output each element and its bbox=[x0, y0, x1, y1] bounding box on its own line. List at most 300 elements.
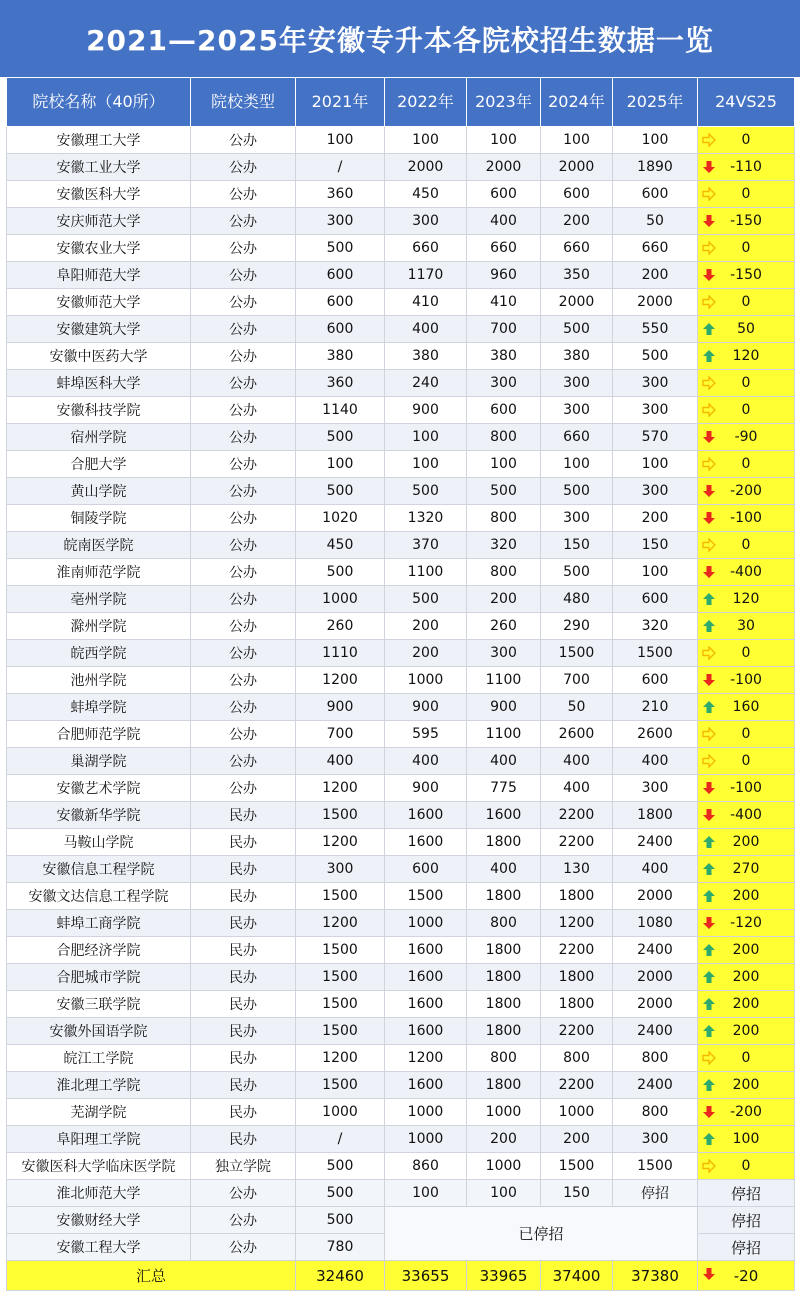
header-school-name: 院校名称（40所） bbox=[7, 78, 191, 127]
value-2022: 450 bbox=[385, 181, 467, 208]
value-2023: 2000 bbox=[467, 154, 541, 181]
table-row bbox=[7, 316, 795, 343]
value-2022: 600 bbox=[385, 856, 467, 883]
diff-cell bbox=[698, 1153, 795, 1180]
arrow-down-icon bbox=[702, 1105, 716, 1119]
value-2023: 600 bbox=[467, 397, 541, 424]
table-row bbox=[7, 667, 795, 694]
table-row bbox=[7, 856, 795, 883]
value-2023: 1000 bbox=[467, 1099, 541, 1126]
value-2021: 500 bbox=[296, 1207, 385, 1234]
value-2023: 200 bbox=[467, 1126, 541, 1153]
diff-cell bbox=[698, 1018, 795, 1045]
value-2025: 400 bbox=[613, 748, 698, 775]
value-2021: 1500 bbox=[296, 937, 385, 964]
value-2023: 800 bbox=[467, 1045, 541, 1072]
value-2024: 100 bbox=[541, 127, 613, 154]
school-type: 公办 bbox=[191, 262, 296, 289]
value-2024: 600 bbox=[541, 181, 613, 208]
arrow-right-icon bbox=[702, 754, 716, 768]
value-2022: 410 bbox=[385, 289, 467, 316]
arrow-right-icon bbox=[702, 403, 716, 417]
school-type: 独立学院 bbox=[191, 1153, 296, 1180]
arrow-up-icon bbox=[702, 619, 716, 633]
stopped-label: 已停招 bbox=[385, 1207, 698, 1261]
value-2021: / bbox=[296, 154, 385, 181]
school-type: 民办 bbox=[191, 964, 296, 991]
table-row bbox=[7, 262, 795, 289]
diff-value: -100 bbox=[730, 780, 762, 796]
school-type: 公办 bbox=[191, 505, 296, 532]
arrow-right-icon bbox=[702, 538, 716, 552]
value-2022: 1600 bbox=[385, 964, 467, 991]
value-2023: 1800 bbox=[467, 964, 541, 991]
header-school-type: 院校类型 bbox=[191, 78, 296, 127]
value-2025: 300 bbox=[613, 478, 698, 505]
school-name: 滁州学院 bbox=[7, 613, 191, 640]
school-name: 淮北师范大学 bbox=[7, 1180, 191, 1207]
value-2024: 200 bbox=[541, 1126, 613, 1153]
diff-value: 0 bbox=[741, 1158, 751, 1174]
value-2024: 290 bbox=[541, 613, 613, 640]
value-2022: 900 bbox=[385, 397, 467, 424]
value-2022: 100 bbox=[385, 127, 467, 154]
value-2025: 200 bbox=[613, 505, 698, 532]
arrow-right-icon bbox=[702, 1159, 716, 1173]
diff-value: -150 bbox=[730, 213, 762, 229]
arrow-down-icon bbox=[702, 484, 716, 498]
value-2021: 300 bbox=[296, 208, 385, 235]
arrow-right-icon bbox=[702, 1051, 716, 1065]
school-type: 公办 bbox=[191, 586, 296, 613]
arrow-up-icon bbox=[702, 943, 716, 957]
value-2022: 1000 bbox=[385, 1099, 467, 1126]
table-row bbox=[7, 289, 795, 316]
table-row bbox=[7, 910, 795, 937]
school-type: 公办 bbox=[191, 343, 296, 370]
value-2021: 1500 bbox=[296, 1018, 385, 1045]
table-row bbox=[7, 370, 795, 397]
value-2023: 800 bbox=[467, 910, 541, 937]
school-name: 安徽医科大学 bbox=[7, 181, 191, 208]
value-2024: 1500 bbox=[541, 1153, 613, 1180]
diff-cell bbox=[698, 451, 795, 478]
diff-cell bbox=[698, 289, 795, 316]
diff-value: 160 bbox=[732, 699, 760, 715]
value-2023: 1600 bbox=[467, 802, 541, 829]
value-2024: 500 bbox=[541, 478, 613, 505]
school-name: 安徽外国语学院 bbox=[7, 1018, 191, 1045]
value-2022: 1100 bbox=[385, 559, 467, 586]
diff-value: 200 bbox=[732, 969, 760, 985]
value-2025: 660 bbox=[613, 235, 698, 262]
value-2025: 210 bbox=[613, 694, 698, 721]
diff-cell bbox=[698, 316, 795, 343]
school-name: 皖南医学院 bbox=[7, 532, 191, 559]
diff-value: -110 bbox=[730, 159, 762, 175]
value-2023: 500 bbox=[467, 478, 541, 505]
school-type: 公办 bbox=[191, 775, 296, 802]
value-2023: 1800 bbox=[467, 937, 541, 964]
value-2025: 200 bbox=[613, 262, 698, 289]
value-2025: 2400 bbox=[613, 1072, 698, 1099]
diff-cell bbox=[698, 559, 795, 586]
value-2025: 550 bbox=[613, 316, 698, 343]
school-type: 公办 bbox=[191, 613, 296, 640]
diff-value: 270 bbox=[732, 861, 760, 877]
school-type: 公办 bbox=[191, 451, 296, 478]
value-2021: 1500 bbox=[296, 964, 385, 991]
value-2025: 100 bbox=[613, 451, 698, 478]
school-name: 安徽工程大学 bbox=[7, 1234, 191, 1261]
diff-value: 停招 bbox=[698, 1180, 795, 1207]
table-row bbox=[7, 451, 795, 478]
value-2022: 1600 bbox=[385, 1072, 467, 1099]
value-2024: 380 bbox=[541, 343, 613, 370]
table-row bbox=[7, 991, 795, 1018]
value-2021: 100 bbox=[296, 451, 385, 478]
value-2023: 1800 bbox=[467, 991, 541, 1018]
value-2021: 1200 bbox=[296, 667, 385, 694]
value-2023: 900 bbox=[467, 694, 541, 721]
diff-cell bbox=[698, 1099, 795, 1126]
school-type: 公办 bbox=[191, 154, 296, 181]
value-2021: 500 bbox=[296, 478, 385, 505]
school-name: 安徽师范大学 bbox=[7, 289, 191, 316]
diff-value: 200 bbox=[732, 888, 760, 904]
school-name: 淮南师范学院 bbox=[7, 559, 191, 586]
value-2025: 2000 bbox=[613, 883, 698, 910]
diff-value: 0 bbox=[741, 645, 751, 661]
school-type: 民办 bbox=[191, 991, 296, 1018]
table-row bbox=[7, 937, 795, 964]
arrow-up-icon bbox=[702, 835, 716, 849]
value-2021: / bbox=[296, 1126, 385, 1153]
arrow-up-icon bbox=[702, 862, 716, 876]
value-2025: 1500 bbox=[613, 640, 698, 667]
arrow-down-icon bbox=[702, 268, 716, 282]
value-2025: 600 bbox=[613, 181, 698, 208]
school-name: 安徽财经大学 bbox=[7, 1207, 191, 1234]
school-name: 巢湖学院 bbox=[7, 748, 191, 775]
value-2021: 1200 bbox=[296, 829, 385, 856]
value-2025: 800 bbox=[613, 1045, 698, 1072]
school-type: 民办 bbox=[191, 937, 296, 964]
header-24vs25: 24VS25 bbox=[698, 78, 795, 127]
value-2022: 1600 bbox=[385, 802, 467, 829]
value-2022: 100 bbox=[385, 424, 467, 451]
arrow-down-icon bbox=[702, 808, 716, 822]
value-2022: 500 bbox=[385, 478, 467, 505]
diff-cell bbox=[698, 478, 795, 505]
value-2025: 500 bbox=[613, 343, 698, 370]
value-2022: 100 bbox=[385, 451, 467, 478]
total-2021: 32460 bbox=[296, 1261, 385, 1291]
arrow-right-icon bbox=[702, 646, 716, 660]
value-2025: 2400 bbox=[613, 937, 698, 964]
header-2023: 2023年 bbox=[467, 78, 541, 127]
value-2025: 100 bbox=[613, 127, 698, 154]
diff-cell bbox=[698, 1045, 795, 1072]
diff-value: 0 bbox=[741, 375, 751, 391]
school-name: 铜陵学院 bbox=[7, 505, 191, 532]
diff-value: 200 bbox=[732, 942, 760, 958]
value-2025: 400 bbox=[613, 856, 698, 883]
school-type: 公办 bbox=[191, 1234, 296, 1261]
value-2025: 50 bbox=[613, 208, 698, 235]
diff-cell bbox=[698, 181, 795, 208]
diff-value: 0 bbox=[741, 132, 751, 148]
school-name: 阜阳师范大学 bbox=[7, 262, 191, 289]
diff-cell bbox=[698, 910, 795, 937]
value-2023: 400 bbox=[467, 748, 541, 775]
diff-value: 120 bbox=[732, 591, 760, 607]
diff-cell bbox=[698, 964, 795, 991]
value-2022: 900 bbox=[385, 694, 467, 721]
value-2022: 1600 bbox=[385, 829, 467, 856]
value-2021: 300 bbox=[296, 856, 385, 883]
value-2021: 500 bbox=[296, 424, 385, 451]
diff-value: 停招 bbox=[698, 1207, 795, 1234]
diff-value: 30 bbox=[737, 618, 755, 634]
value-2023: 800 bbox=[467, 424, 541, 451]
diff-cell bbox=[698, 721, 795, 748]
school-name: 安徽信息工程学院 bbox=[7, 856, 191, 883]
value-2023: 660 bbox=[467, 235, 541, 262]
value-2024: 2200 bbox=[541, 937, 613, 964]
arrow-up-icon bbox=[702, 349, 716, 363]
school-type: 公办 bbox=[191, 316, 296, 343]
value-2021: 500 bbox=[296, 1180, 385, 1207]
value-2024: 300 bbox=[541, 370, 613, 397]
header-2022: 2022年 bbox=[385, 78, 467, 127]
diff-value: -100 bbox=[730, 510, 762, 526]
value-2023: 1800 bbox=[467, 1018, 541, 1045]
school-type: 民办 bbox=[191, 1045, 296, 1072]
school-name: 安徽理工大学 bbox=[7, 127, 191, 154]
table-row bbox=[7, 424, 795, 451]
value-2021: 1200 bbox=[296, 775, 385, 802]
table-row bbox=[7, 397, 795, 424]
value-2025: 100 bbox=[613, 559, 698, 586]
school-type: 公办 bbox=[191, 721, 296, 748]
header-2025: 2025年 bbox=[613, 78, 698, 127]
diff-cell bbox=[698, 991, 795, 1018]
arrow-right-icon bbox=[702, 133, 716, 147]
value-2022: 1600 bbox=[385, 1018, 467, 1045]
diff-cell bbox=[698, 856, 795, 883]
total-2024: 37400 bbox=[541, 1261, 613, 1291]
header-2021: 2021年 bbox=[296, 78, 385, 127]
table-row bbox=[7, 1045, 795, 1072]
value-2024: 500 bbox=[541, 559, 613, 586]
value-2021: 900 bbox=[296, 694, 385, 721]
diff-value: -400 bbox=[730, 564, 762, 580]
school-name: 合肥大学 bbox=[7, 451, 191, 478]
arrow-right-icon bbox=[702, 376, 716, 390]
total-2023: 33965 bbox=[467, 1261, 541, 1291]
value-2021: 500 bbox=[296, 235, 385, 262]
diff-value: 200 bbox=[732, 996, 760, 1012]
value-2024: 300 bbox=[541, 397, 613, 424]
value-2022: 1000 bbox=[385, 1126, 467, 1153]
school-type: 公办 bbox=[191, 667, 296, 694]
diff-value: 0 bbox=[741, 537, 751, 553]
school-type: 公办 bbox=[191, 424, 296, 451]
table-row bbox=[7, 208, 795, 235]
value-2024: 2600 bbox=[541, 721, 613, 748]
arrow-up-icon bbox=[702, 1078, 716, 1092]
value-2024: 200 bbox=[541, 208, 613, 235]
value-2023: 380 bbox=[467, 343, 541, 370]
school-name: 池州学院 bbox=[7, 667, 191, 694]
value-2021: 1110 bbox=[296, 640, 385, 667]
value-2021: 1500 bbox=[296, 1072, 385, 1099]
value-2022: 200 bbox=[385, 640, 467, 667]
diff-value: -90 bbox=[734, 429, 758, 445]
value-2021: 1500 bbox=[296, 883, 385, 910]
value-2025: 2400 bbox=[613, 1018, 698, 1045]
arrow-down-icon bbox=[702, 565, 716, 579]
arrow-down-icon bbox=[702, 1267, 716, 1281]
value-2023: 1000 bbox=[467, 1153, 541, 1180]
value-2024: 400 bbox=[541, 748, 613, 775]
table-row bbox=[7, 1126, 795, 1153]
school-name: 淮北理工学院 bbox=[7, 1072, 191, 1099]
value-2025: 600 bbox=[613, 586, 698, 613]
value-2025: 2000 bbox=[613, 991, 698, 1018]
value-2023: 800 bbox=[467, 559, 541, 586]
arrow-right-icon bbox=[702, 187, 716, 201]
value-2024: 700 bbox=[541, 667, 613, 694]
value-2022: 240 bbox=[385, 370, 467, 397]
diff-cell bbox=[698, 775, 795, 802]
table-row bbox=[7, 586, 795, 613]
diff-cell bbox=[698, 154, 795, 181]
value-2024: 2000 bbox=[541, 289, 613, 316]
value-2021: 1140 bbox=[296, 397, 385, 424]
value-2021: 1500 bbox=[296, 802, 385, 829]
diff-value: 50 bbox=[737, 321, 755, 337]
value-2022: 1000 bbox=[385, 667, 467, 694]
value-2025: 800 bbox=[613, 1099, 698, 1126]
diff-cell bbox=[698, 937, 795, 964]
school-name: 蚌埠医科大学 bbox=[7, 370, 191, 397]
table-row bbox=[7, 721, 795, 748]
value-2025: 1080 bbox=[613, 910, 698, 937]
value-2023: 960 bbox=[467, 262, 541, 289]
value-2025: 150 bbox=[613, 532, 698, 559]
table-row bbox=[7, 883, 795, 910]
diff-value: 200 bbox=[732, 834, 760, 850]
arrow-up-icon bbox=[702, 1132, 716, 1146]
value-2022: 1600 bbox=[385, 937, 467, 964]
value-2023: 600 bbox=[467, 181, 541, 208]
value-2023: 1800 bbox=[467, 1072, 541, 1099]
page-title: 2021—2025年安徽专升本各院校招生数据一览 bbox=[0, 0, 800, 77]
diff-value: -400 bbox=[730, 807, 762, 823]
total-label: 汇总 bbox=[7, 1261, 296, 1291]
diff-value: -200 bbox=[730, 1104, 762, 1120]
value-2021: 1500 bbox=[296, 991, 385, 1018]
school-name: 安徽科技学院 bbox=[7, 397, 191, 424]
school-name: 安徽新华学院 bbox=[7, 802, 191, 829]
school-name: 安庆师范大学 bbox=[7, 208, 191, 235]
value-2024: 2000 bbox=[541, 154, 613, 181]
value-2025: 2000 bbox=[613, 964, 698, 991]
value-2023: 100 bbox=[467, 1180, 541, 1207]
diff-value: -120 bbox=[730, 915, 762, 931]
school-name: 蚌埠学院 bbox=[7, 694, 191, 721]
arrow-down-icon bbox=[702, 214, 716, 228]
value-2024: 1800 bbox=[541, 883, 613, 910]
diff-cell bbox=[698, 748, 795, 775]
value-2022: 200 bbox=[385, 613, 467, 640]
diff-cell bbox=[698, 424, 795, 451]
diff-value: 0 bbox=[741, 402, 751, 418]
value-2024: 800 bbox=[541, 1045, 613, 1072]
diff-value: -150 bbox=[730, 267, 762, 283]
school-type: 公办 bbox=[191, 370, 296, 397]
arrow-right-icon bbox=[702, 457, 716, 471]
value-2023: 410 bbox=[467, 289, 541, 316]
value-2024: 1000 bbox=[541, 1099, 613, 1126]
value-2024: 350 bbox=[541, 262, 613, 289]
value-2023: 100 bbox=[467, 451, 541, 478]
school-name: 皖西学院 bbox=[7, 640, 191, 667]
value-2022: 2000 bbox=[385, 154, 467, 181]
value-2024: 150 bbox=[541, 1180, 613, 1207]
arrow-down-icon bbox=[702, 673, 716, 687]
value-2021: 360 bbox=[296, 181, 385, 208]
value-2025: 300 bbox=[613, 775, 698, 802]
school-type: 民办 bbox=[191, 910, 296, 937]
arrow-down-icon bbox=[702, 430, 716, 444]
table-row bbox=[7, 235, 795, 262]
school-type: 公办 bbox=[191, 748, 296, 775]
table-row bbox=[7, 748, 795, 775]
value-2021: 1000 bbox=[296, 1099, 385, 1126]
value-2024: 660 bbox=[541, 235, 613, 262]
table-row bbox=[7, 1072, 795, 1099]
diff-cell bbox=[698, 613, 795, 640]
total-diff-value: -20 bbox=[733, 1266, 759, 1285]
arrow-up-icon bbox=[702, 700, 716, 714]
arrow-up-icon bbox=[702, 322, 716, 336]
diff-cell bbox=[698, 667, 795, 694]
school-name: 皖江工学院 bbox=[7, 1045, 191, 1072]
value-2024: 130 bbox=[541, 856, 613, 883]
value-2021: 500 bbox=[296, 1153, 385, 1180]
school-type: 民办 bbox=[191, 802, 296, 829]
value-2025: 2000 bbox=[613, 289, 698, 316]
table-row bbox=[7, 1018, 795, 1045]
arrow-up-icon bbox=[702, 970, 716, 984]
value-2022: 380 bbox=[385, 343, 467, 370]
diff-cell bbox=[698, 370, 795, 397]
total-row bbox=[7, 1261, 795, 1291]
school-type: 公办 bbox=[191, 181, 296, 208]
value-2022: 860 bbox=[385, 1153, 467, 1180]
value-2023: 300 bbox=[467, 370, 541, 397]
diff-value: 0 bbox=[741, 240, 751, 256]
school-name: 安徽中医药大学 bbox=[7, 343, 191, 370]
school-name: 合肥经济学院 bbox=[7, 937, 191, 964]
school-type: 民办 bbox=[191, 1018, 296, 1045]
value-2023: 320 bbox=[467, 532, 541, 559]
value-2025: 2400 bbox=[613, 829, 698, 856]
header-2024: 2024年 bbox=[541, 78, 613, 127]
